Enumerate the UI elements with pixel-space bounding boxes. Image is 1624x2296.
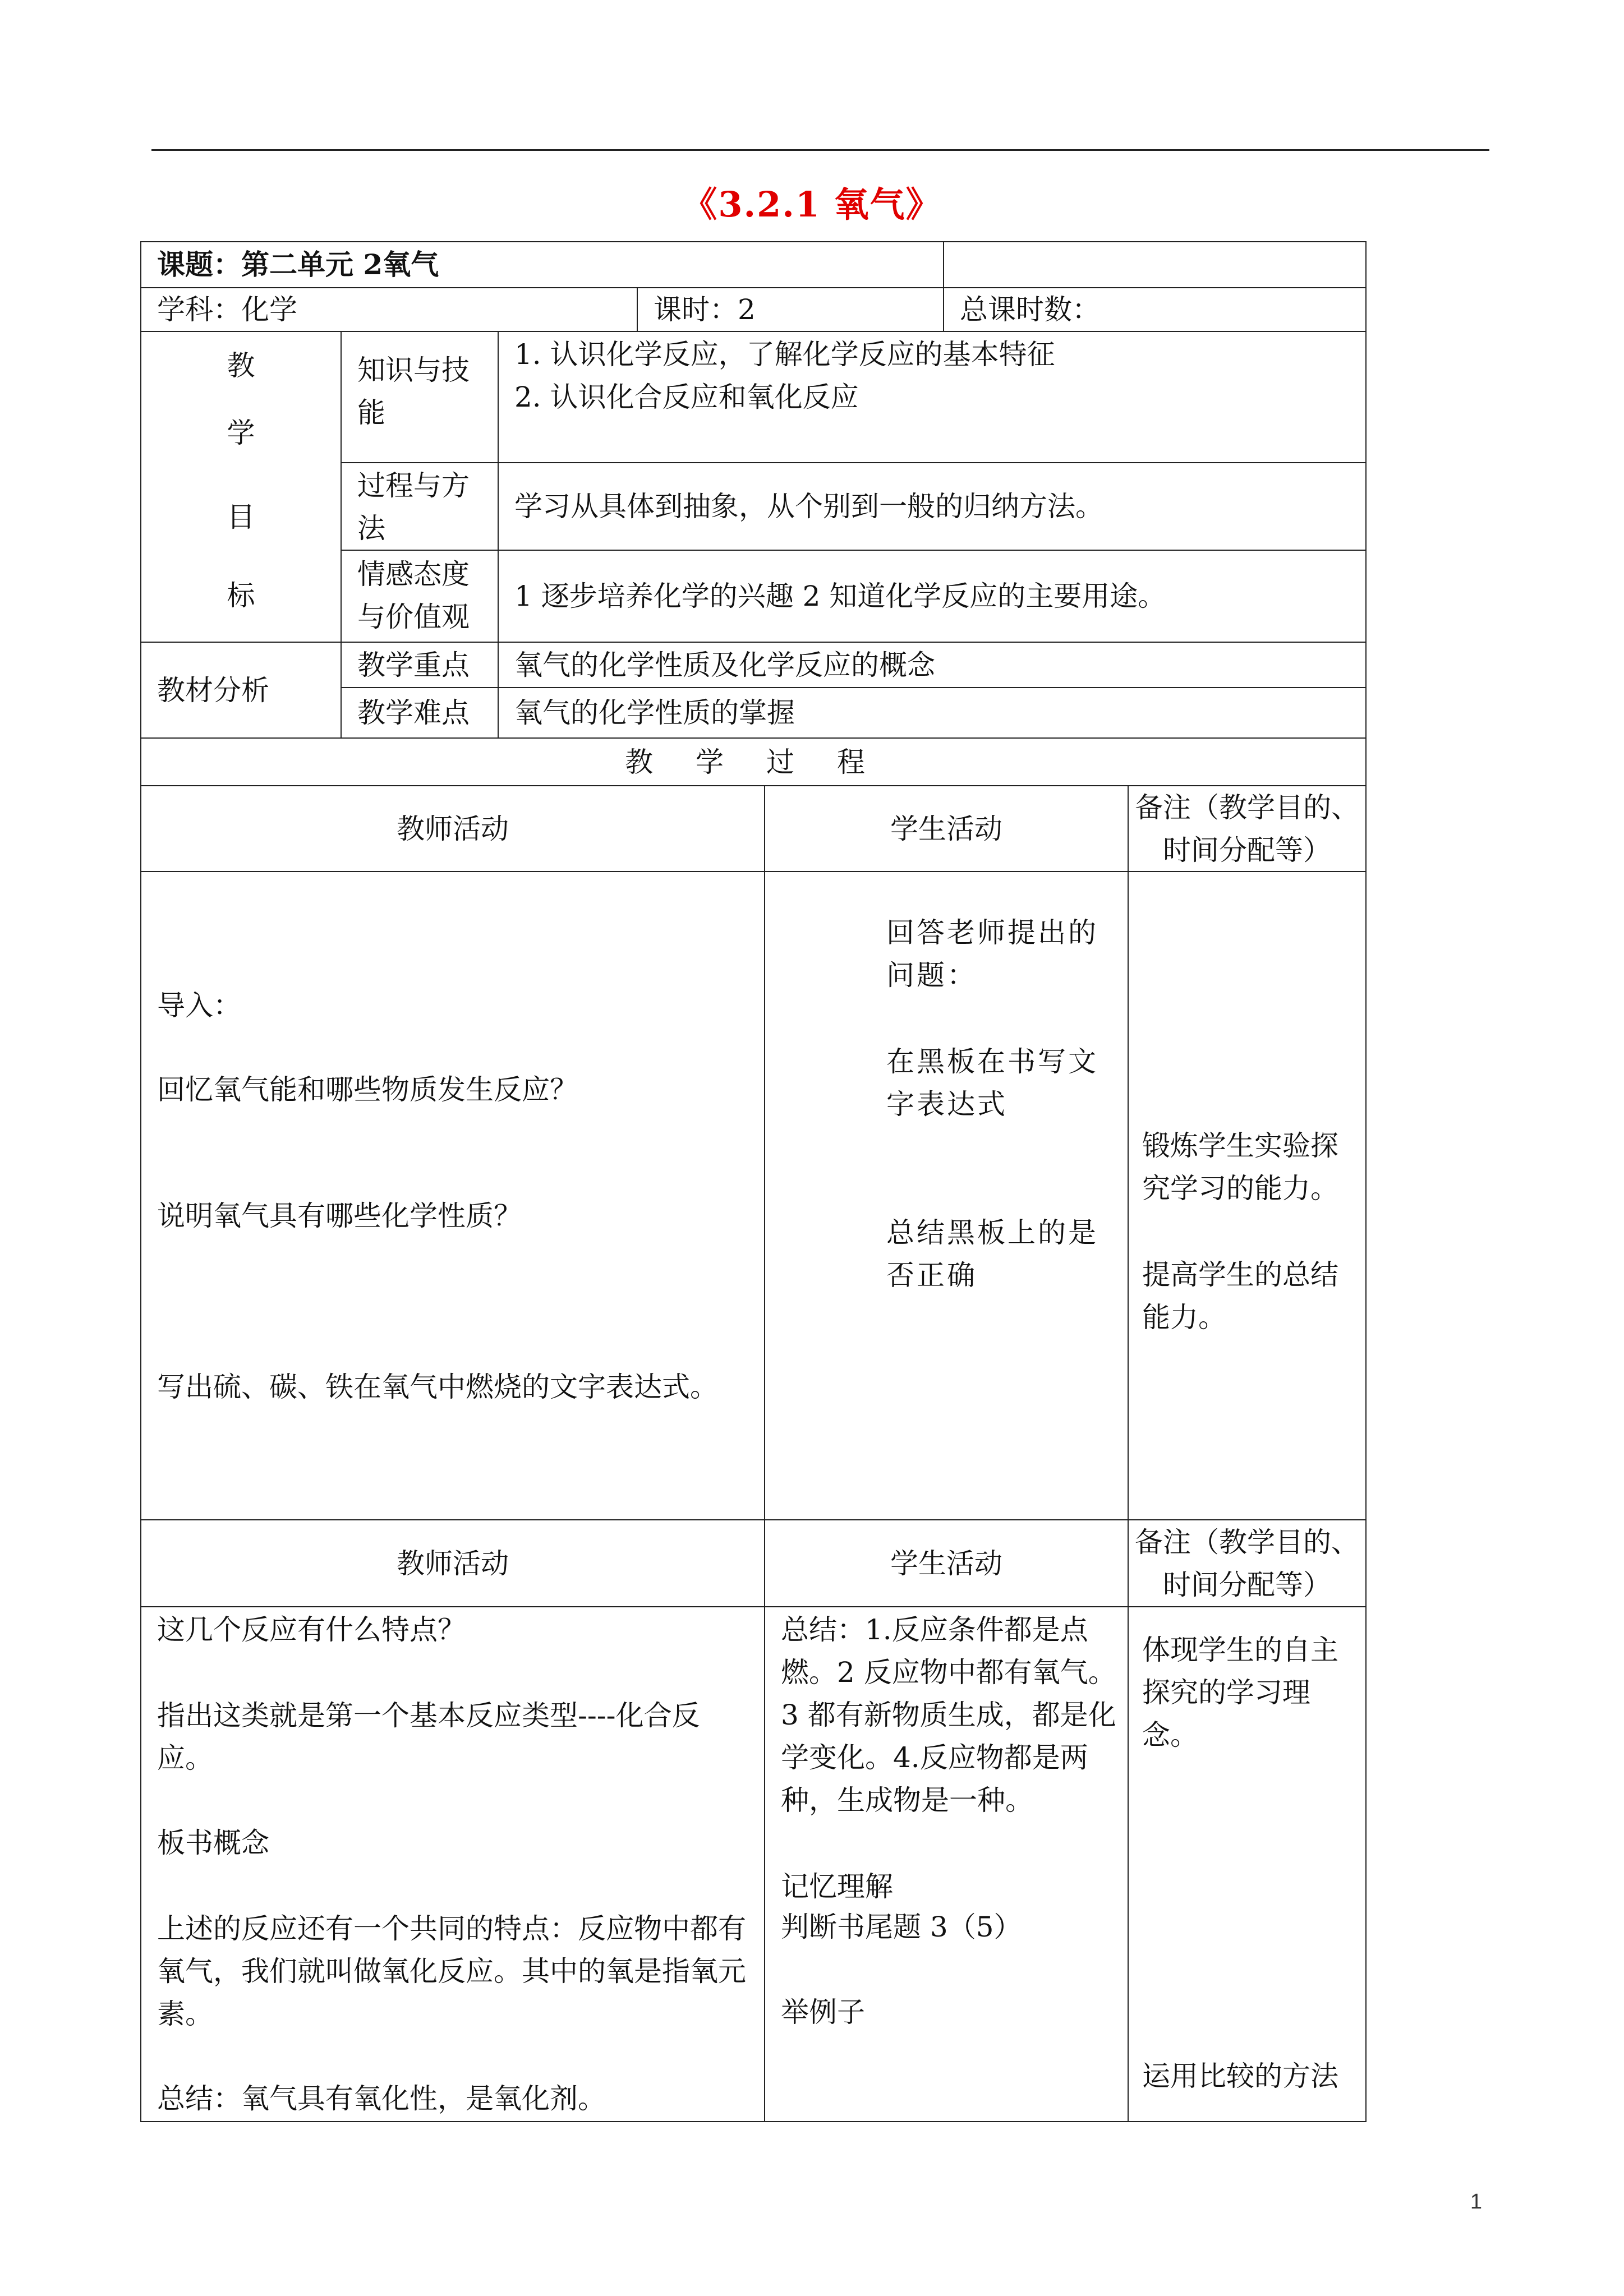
subject-cell (140, 287, 638, 332)
knowledge-label-cell (341, 331, 499, 463)
knowledge-label: 知识与技能 (357, 354, 470, 429)
section2-note-1: 体现学生的自主探究的学习理念。 (1142, 1634, 1338, 1751)
section1-teacher-line-2: 回忆氧气能和哪些物质发生反应？ (157, 1073, 578, 1106)
document-title: 《3.2.1 氧气》 (682, 184, 942, 225)
process-heading-cell (140, 737, 1367, 786)
student-header: 学生活动 (890, 812, 1002, 845)
knowledge-content-cell (498, 331, 1367, 463)
teacher-header-cell-2 (140, 1519, 765, 1607)
section2-note-2: 运用比较的方法 (1142, 2060, 1338, 2092)
objectives-char-1: 教 (227, 349, 255, 382)
total-hours-text: 总课时数： (960, 293, 1100, 326)
process-content-cell (498, 462, 1367, 551)
section2-student-line-3: 判断书尾题 3（5） (781, 1911, 1022, 1943)
section1-student-line-1: 回答老师提出的问题： (886, 916, 1098, 992)
subject-text: 学科：化学 (157, 293, 297, 326)
objectives-char-3: 目 (227, 501, 255, 533)
notes-header: 备注（教学目的、时间分配等） (1135, 791, 1359, 866)
key-point-label: 教学重点 (357, 648, 470, 681)
notes-header-cell-2 (1128, 1519, 1367, 1607)
section2-student-line-1: 总结：1.反应条件都是点燃。2 反应物中都有氧气。3 都有新物质生成，都是化学变化。4.反应物都是两种，生成物是一种。 (781, 1613, 1116, 1816)
section1-student-line-3: 总结黑板上的是否正确 (886, 1216, 1098, 1292)
objectives-label-cell (140, 331, 342, 643)
difficulty-text: 氧气的化学性质的掌握 (514, 697, 795, 729)
analysis-label-cell (140, 642, 342, 739)
hours-text: 课时：2 (654, 293, 756, 326)
total-hours-cell (943, 287, 1367, 332)
section1-student-line-2: 在黑板在书写文字表达式 (886, 1045, 1098, 1121)
section2-student-line-2: 记忆理解 (781, 1870, 893, 1903)
emotion-label-cell (341, 550, 499, 643)
process-heading: 教 学 过 程 (625, 745, 882, 778)
analysis-label: 教材分析 (157, 674, 269, 707)
student-header-cell-1 (764, 785, 1129, 872)
objectives-char-2: 学 (227, 417, 255, 449)
section1-student-cell (764, 871, 1129, 1520)
page-number: 1 (1470, 2190, 1482, 2214)
topic-text: 课题：第二单元 2氧气 (157, 248, 439, 281)
section2-student-cell (764, 1606, 1129, 2122)
section2-teacher-line-4: 上述的反应还有一个共同的特点：反应物中都有氧气，我们就叫做氧化反应。其中的氧是指氧元素。 (157, 1912, 746, 2030)
section1-notes-cell (1128, 871, 1367, 1520)
key-point-content-cell (498, 642, 1367, 688)
process-label-cell (341, 462, 499, 551)
section1-note-2: 提高学生的总结能力。 (1142, 1258, 1338, 1334)
emotion-content-cell (498, 550, 1367, 643)
section2-teacher-line-3: 板书概念 (157, 1827, 269, 1859)
section1-note-1: 锻炼学生实验探究学习的能力。 (1142, 1129, 1338, 1205)
section1-teacher-line-1: 导入： (157, 989, 241, 1022)
section2-student-line-4: 举例子 (781, 1996, 865, 2028)
section2-teacher-line-5: 总结：氧气具有氧化性，是氧化剂。 (157, 2082, 606, 2115)
process-text: 学习从具体到抽象，从个别到一般的归纳方法。 (514, 490, 1103, 523)
emotion-label: 情感态度与价值观 (357, 558, 470, 633)
section1-teacher-line-3: 说明氧气具有哪些化学性质？ (157, 1200, 522, 1232)
knowledge-item-1: 1. 认识化学反应，了解化学反应的基本特征 (514, 338, 1055, 371)
hours-cell (637, 287, 944, 332)
difficulty-label-cell (341, 687, 499, 739)
teacher-header-2: 教师活动 (397, 1547, 509, 1580)
teacher-header-cell-1 (140, 785, 765, 872)
teacher-header: 教师活动 (397, 812, 509, 845)
section1-teacher-cell (140, 871, 765, 1520)
notes-header-2: 备注（教学目的、时间分配等） (1135, 1525, 1359, 1601)
process-label: 过程与方法 (357, 469, 470, 545)
difficulty-label: 教学难点 (357, 697, 470, 729)
notes-header-cell-1 (1128, 785, 1367, 872)
section1-teacher-line-4: 写出硫、碳、铁在氧气中燃烧的文字表达式。 (157, 1371, 718, 1403)
objectives-char-4: 标 (227, 579, 255, 612)
section2-teacher-line-2: 指出这类就是第一个基本反应类型----化合反应。 (157, 1699, 700, 1774)
key-point-label-cell (341, 642, 499, 688)
topic-cell (140, 241, 944, 288)
section2-teacher-cell (140, 1606, 765, 2122)
section2-notes-cell (1128, 1606, 1367, 2122)
emotion-text: 1 逐步培养化学的兴趣 2 知道化学反应的主要用途。 (514, 580, 1166, 612)
student-header-cell-2 (764, 1519, 1129, 1607)
difficulty-content-cell (498, 687, 1367, 739)
knowledge-item-2: 2. 认识化合反应和氧化反应 (514, 381, 859, 413)
section2-teacher-line-1: 这几个反应有什么特点？ (157, 1613, 466, 1646)
student-header-2: 学生活动 (890, 1547, 1002, 1580)
topic-empty-cell (943, 241, 1367, 288)
key-point-text: 氧气的化学性质及化学反应的概念 (514, 648, 935, 681)
